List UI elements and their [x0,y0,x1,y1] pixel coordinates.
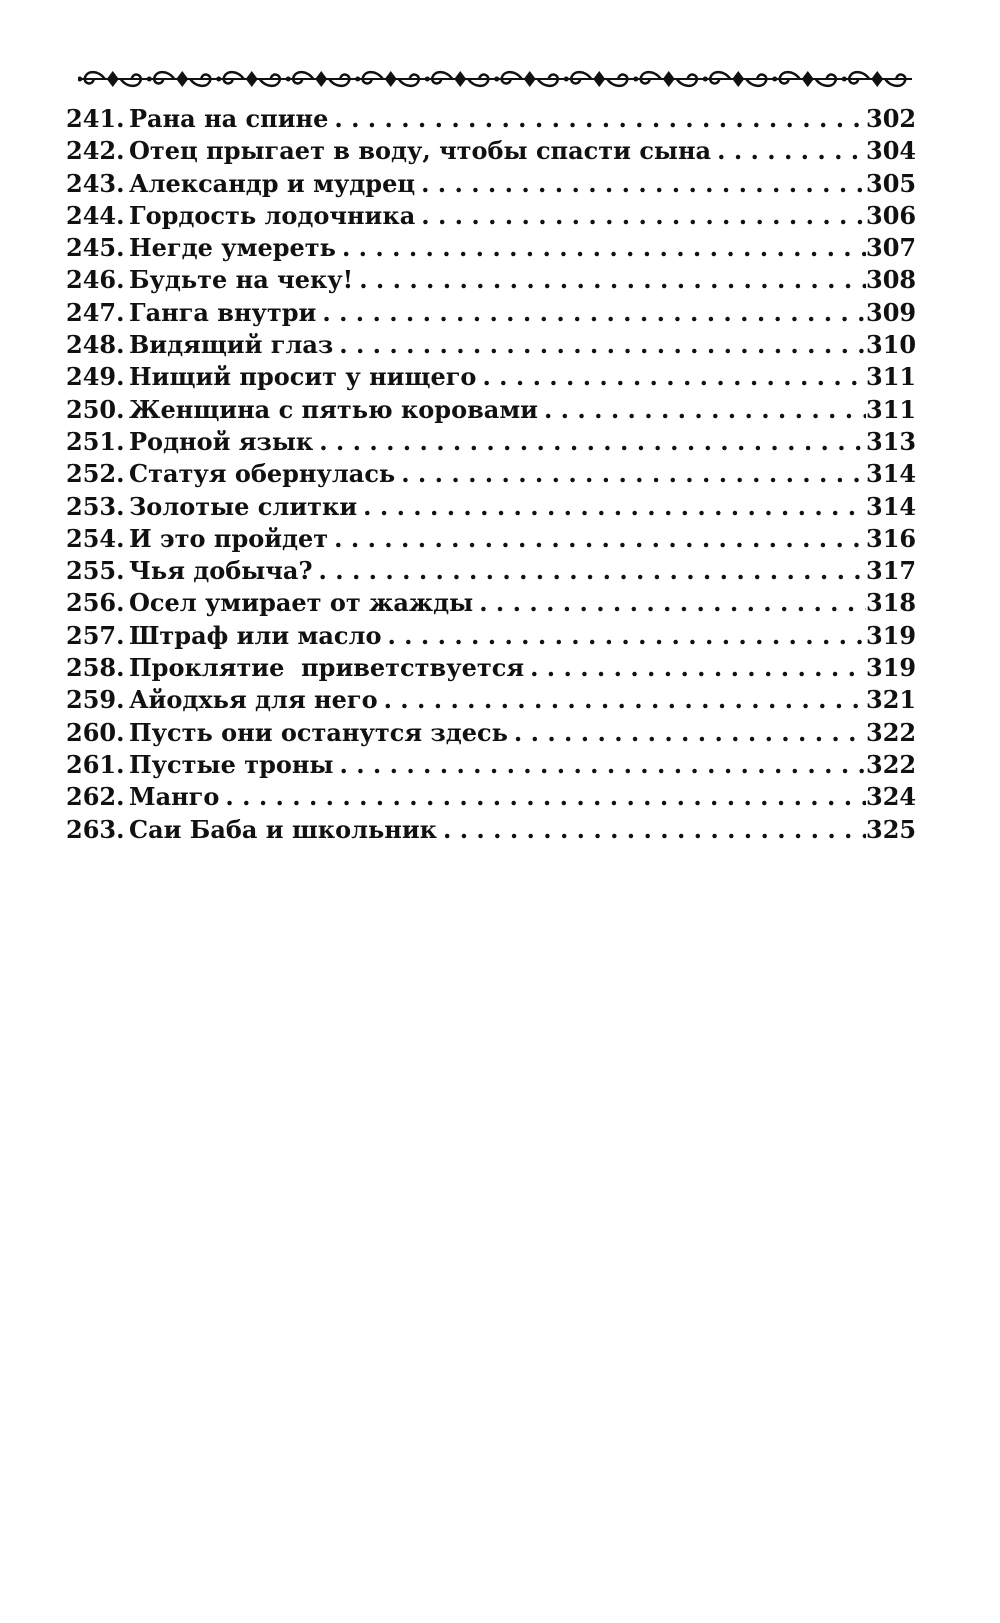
entry-title: Осел умирает от жажды [129,588,474,618]
toc-entry[interactable] [66,781,917,813]
toc-entry[interactable] [66,232,917,264]
toc-entry[interactable] [66,717,917,749]
entry-number: 258. [66,653,125,683]
entry-title: Александр и мудрец [129,168,416,198]
entry-page-number: 305 [866,168,917,198]
entry-title: Нищий просит у нищего [129,362,477,392]
toc-entry[interactable] [66,264,917,296]
toc-entry[interactable] [66,394,917,426]
entry-number: 249. [66,362,125,392]
entry-number: 260. [66,717,125,747]
entry-number: 246. [66,265,125,295]
entry-title: Негде умереть [129,233,336,263]
toc-entry[interactable] [66,555,917,587]
entry-title: Ганга внутри [129,297,317,327]
toc-entry[interactable] [66,684,917,716]
entry-page-number: 311 [866,394,917,424]
entry-number: 245. [66,233,125,263]
dot-leader [334,103,866,135]
decorative-border-icon [78,68,912,90]
dot-leader [319,426,866,458]
entry-title: Саи Баба и школьник [129,814,437,844]
dot-leader [363,491,866,523]
dot-leader [514,717,866,749]
entry-page-number: 321 [866,685,917,715]
dot-leader [479,587,866,619]
entry-number: 243. [66,168,125,198]
entry-title: Штраф или масло [129,620,382,650]
dot-leader [530,652,866,684]
dot-leader [384,684,866,716]
toc-entry[interactable] [66,135,917,167]
dot-leader [387,620,866,652]
entry-number: 241. [66,104,125,133]
entry-page-number: 306 [866,200,917,230]
entry-number: 253. [66,491,125,521]
entry-title: Родной язык [129,426,314,456]
entry-page-number: 313 [866,426,917,456]
dot-leader [339,749,866,781]
entry-page-number: 316 [866,523,917,553]
toc-entry[interactable] [66,458,917,490]
entry-title: Чья добыча? [129,556,313,586]
dot-leader [225,781,866,813]
entry-title: Рана на спине [129,104,329,133]
toc-entry[interactable] [66,652,917,684]
entry-title: И это пройдет [129,523,329,553]
entry-title: Золотые слитки [129,491,358,521]
entry-title: Гордость лодочника [129,200,416,230]
dot-leader [342,232,866,264]
toc-entry[interactable] [66,329,917,361]
dot-leader [401,458,866,490]
toc-entry[interactable] [66,814,917,846]
dot-leader [421,200,866,232]
entry-number: 255. [66,556,125,586]
entry-number: 257. [66,620,125,650]
entry-number: 261. [66,749,125,779]
dot-leader [359,264,866,296]
dot-leader [544,394,866,426]
toc-entry[interactable] [66,426,917,458]
entry-page-number: 309 [866,297,917,327]
entry-number: 250. [66,394,125,424]
entry-number: 262. [66,782,125,812]
entry-page-number: 318 [866,588,917,618]
entry-page-number: 319 [866,653,917,683]
toc-entry[interactable] [66,168,917,200]
entry-title: Манго [129,782,220,812]
entry-number: 263. [66,814,125,844]
entry-number: 252. [66,459,125,489]
entry-page-number: 311 [866,362,917,392]
entry-page-number: 322 [866,749,917,779]
entry-title: Женщина с пятью коровами [129,394,538,424]
entry-page-number: 304 [866,136,917,166]
entry-title: Пусть они останутся здесь [129,717,508,747]
entry-page-number: 325 [866,814,917,844]
toc-entry[interactable] [66,297,917,329]
entry-page-number: 322 [866,717,917,747]
toc-entry[interactable] [66,361,917,393]
dot-leader [443,814,866,846]
entry-page-number: 319 [866,620,917,650]
entry-page-number: 324 [866,782,917,812]
entry-page-number: 310 [866,330,917,360]
toc-entry[interactable] [66,587,917,619]
entry-page-number: 314 [866,491,917,521]
toc-entry[interactable] [66,200,917,232]
entry-page-number: 302 [866,104,917,133]
entry-number: 248. [66,330,125,360]
entry-page-number: 307 [866,233,917,263]
entry-title: Айодхья для него [129,685,378,715]
entry-number: 251. [66,426,125,456]
entry-number: 256. [66,588,125,618]
entry-number: 247. [66,297,125,327]
entry-page-number: 317 [866,556,917,586]
dot-leader [322,297,866,329]
toc-entry[interactable] [66,749,917,781]
table-of-contents [66,103,917,846]
toc-entry[interactable] [66,491,917,523]
entry-page-number: 308 [866,265,917,295]
entry-number: 244. [66,200,125,230]
dot-leader [334,523,866,555]
dot-leader [421,168,866,200]
dot-leader [319,555,866,587]
toc-entry[interactable] [66,620,917,652]
entry-number: 242. [66,136,125,166]
entry-title: Видящий глаз [129,330,334,360]
entry-title: Будьте на чеку! [129,265,354,295]
dot-leader [339,329,866,361]
dot-leader [482,361,866,393]
dot-leader [717,135,866,167]
toc-entry[interactable] [66,523,917,555]
entry-number: 254. [66,523,125,553]
toc-entry[interactable] [66,103,917,135]
entry-page-number: 314 [866,459,917,489]
entry-title: Проклятие приветствуется [129,653,525,683]
entry-title: Отец прыгает в воду, чтобы спасти сына [129,136,712,166]
entry-number: 259. [66,685,125,715]
entry-title: Статуя обернулась [129,459,396,489]
entry-title: Пустые троны [129,749,334,779]
